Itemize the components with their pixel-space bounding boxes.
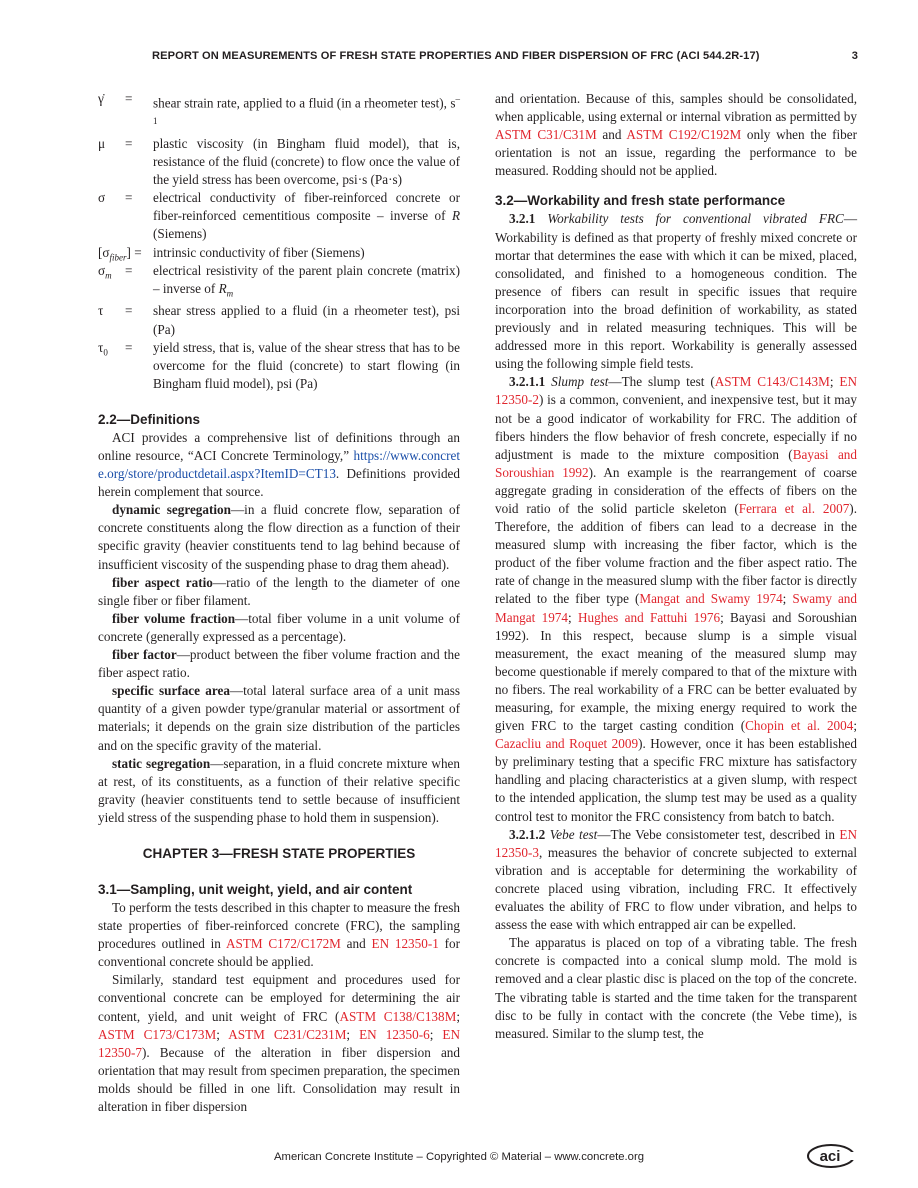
definition-item <box>98 646 460 682</box>
paragraph-3-2-1-2-b: The apparatus is placed on top of a vibrating table. The fresh concrete is compacted into a conical slump mold. The mold is removed and a clear plastic disc is placed on the top of the concrete. The vibrating table is started and the time taken for the transparent disc to be fully in contact with the concrete (the Vebe time), is measured. Similar to the slump test, the <box>495 935 857 1041</box>
ref-link[interactable]: EN 12350-3 <box>495 826 857 860</box>
terminology-link[interactable]: https://www.concrete.org/store/productdetail.aspx?ItemID=CT13 <box>98 448 460 482</box>
definition-term: fiber volume fraction <box>112 610 236 626</box>
nom-symbol-base: σ <box>98 262 106 278</box>
text-run: ). However, once it has been established by preliminary testing that a specific FRC mixture has satisfactory handling and placing characteristics at a given slump, with respect to the intended application, the slump test may be used as a quality control test to monitor the FRC consistency from batch to batch. <box>495 736 857 824</box>
definition-text: —separation, in a fluid concrete mixture when at rest, of its constituents, as a function of their relative specific gravity (heavier constituents tend to settle because of insufficient yield stress of the suspending phase to hold them in suspension). <box>98 755 460 825</box>
nom-var: R <box>218 280 227 296</box>
text-run: ) is a common, convenient, and inexpensive test, but it may not be a good indicator of workability for FRC. The addition of fibers hinders the flow behavior of fresh concrete, especially if no adjustment is made to the mixture composition ( <box>495 392 857 462</box>
definition-text: —total lateral surface area of a unit mass quantity of a given powder type/granular material or assortment of materials; it depends on the grain size distribution of the particles and on the specific gravity of the material. <box>98 683 460 753</box>
nom-sup: –1 <box>153 94 460 127</box>
definition-item <box>98 682 460 754</box>
paragraph-3-1-c <box>495 90 857 180</box>
nom-text: electrical conductivity of fiber-reinforced concrete or fiber-reinforced cementitious composite – inverse of <box>153 190 460 224</box>
nom-symbol: μ <box>98 135 106 151</box>
section-heading-3-2: 3.2—Workability and fresh state performance <box>495 193 786 209</box>
subsection-title: Vebe test <box>549 826 598 842</box>
ref-link[interactable]: Hughes and Fattuhi 1976 <box>578 609 721 625</box>
nomenclature-item <box>98 262 460 303</box>
definition-term: fiber aspect ratio <box>112 574 213 590</box>
text-run: ; <box>782 591 793 607</box>
nom-equals: = <box>125 190 133 206</box>
nom-text: yield stress, that is, value of the shear stress that has to be overcome for the fluid (concrete) to start flowing (in Bingham fluid model), psi (Pa) <box>153 339 460 391</box>
chapter-title: CHAPTER 3—FRESH STATE PROPERTIES <box>142 845 416 861</box>
ref-link[interactable]: ASTM C138/C138M <box>339 1008 457 1024</box>
definition-term: specific surface area <box>112 683 230 699</box>
text-run: ; <box>853 718 857 734</box>
subsection-title: Slump test <box>551 374 609 390</box>
nom-symbol-sub: fiber <box>109 252 127 263</box>
section-heading-3-1: 3.1—Sampling, unit weight, yield, and air content <box>98 881 413 897</box>
nom-equals: = <box>125 339 133 355</box>
definition-item <box>98 501 460 573</box>
nomenclature-item <box>98 302 460 338</box>
definition-text: —in a fluid concrete flow, separation of concrete constituents along the flow direction as a function of their specific gravity (heavier constituents tend to lag behind because of insufficient viscosity of the suspending phase to drag them ahead). <box>98 502 461 572</box>
text-run: —The Vebe consistometer test, described in <box>597 826 840 842</box>
nom-symbol <box>98 339 108 362</box>
text-run: and <box>340 936 372 952</box>
nom-symbol-sub: m <box>105 270 112 281</box>
text-run: ; <box>456 1008 460 1024</box>
paragraph-3-1-a <box>98 899 460 971</box>
text-run: and <box>596 127 627 143</box>
text-run: , measures the behavior of concrete subjected to external vibration and is acceptable for determining the workability of concrete placed using vibration, including FRC. It effectively evaluates the ability of FRC to flow under vibration, and helps to assess the ease with which entrapped air can be expelled. <box>495 844 857 933</box>
nom-text: shear strain rate, applied to a fluid (in a rheometer test), s <box>153 95 456 111</box>
logo-text: aci <box>819 1148 841 1165</box>
text-run: ). An example is the rearrangement of coarse aggregate grading in consideration of the effects of fibers on the void ratio of the solid particle skeleton ( <box>495 464 857 516</box>
nomenclature-item <box>98 135 460 189</box>
header-title: REPORT ON MEASUREMENTS OF FRESH STATE PROPERTIES AND FIBER DISPERSION OF FRC (ACI 544.2R-17) <box>152 50 760 62</box>
nom-symbol: σ <box>98 190 106 206</box>
text-run: —The slump test ( <box>608 374 715 390</box>
right-column <box>495 90 857 1043</box>
ref-link[interactable]: ASTM C31/C31M <box>495 127 597 143</box>
nom-symbol: γ̇ <box>98 91 104 106</box>
nomenclature-item <box>98 339 460 393</box>
nomenclature-item <box>98 90 460 135</box>
text-run: ; <box>829 374 840 390</box>
ref-link[interactable]: ASTM C192/C192M <box>626 127 742 143</box>
nom-text: shear stress applied to a fluid (in a rheometer test), psi (Pa) <box>153 303 460 337</box>
definition-item <box>98 755 460 827</box>
nomenclature-item <box>98 189 460 243</box>
definitions-intro <box>98 429 460 501</box>
nomenclature-list <box>98 90 460 393</box>
left-column <box>98 90 460 1116</box>
text-run: ). Because of the alteration in fiber dispersion and orientation that may result from specimen preparation, the specimen molds should be filled in one lift. Consolidation may result in alteration in fiber dispersion <box>98 1044 460 1115</box>
nom-text: plastic viscosity (in Bingham fluid model), that is, resistance of the fluid (concrete) to flow once the value of the yield stress has been overcome, psi·s (Pa·s) <box>153 135 460 188</box>
text-run: only when the fiber orientation is not an issue, regarding the performance to be measured. Rodding should not be applied. <box>495 127 858 179</box>
paragraph-3-2-1-2 <box>495 826 857 935</box>
ref-link[interactable]: ASTM C143/C143M <box>714 374 830 390</box>
aci-logo-icon <box>806 1143 856 1169</box>
intro-text: ACI provides a comprehensive list of definitions through an online resource, “ACI Concrete Terminology,” <box>98 429 460 464</box>
nom-symbol-sub: 0 <box>103 347 108 358</box>
intro-text: . Definitions provided herein complement that source. <box>98 466 460 500</box>
text-run: ; <box>216 1026 229 1042</box>
ref-link[interactable]: Swamy and Mangat 1974 <box>495 591 857 625</box>
paragraph-3-1-b <box>98 971 460 1116</box>
text-run: ; <box>429 1026 443 1042</box>
definition-item <box>98 610 460 646</box>
nom-symbol-base: [σ <box>98 244 110 260</box>
ref-link[interactable]: Mangat and Swamy 1974 <box>639 591 783 607</box>
footer-copyright: American Concrete Institute – Copyrighted © Material – www.concrete.org <box>274 1151 644 1163</box>
definition-term: static segregation <box>112 755 211 771</box>
text-run: —Workability is defined as that property of freshly mixed concrete or mortar that determines the ease with which it can be mixed, placed, consolidated, and finished to a homogeneous condition. The presence of fibers can result in specific issues that require incorporation into the broad definition of workability, as stated previously and in related measuring techniques. This will be addressed more in this report. Workability is generally assessed using the following simple field tests. <box>495 211 858 372</box>
subsection-number: 3.2.1.2 <box>509 826 546 842</box>
nom-var: R <box>451 208 460 224</box>
paragraph-3-2-1-1 <box>495 373 857 825</box>
ref-link[interactable]: Cazacliu and Roquet 2009 <box>495 736 639 752</box>
section-heading-definitions: 2.2—Definitions <box>98 411 201 427</box>
ref-link[interactable]: Chopin et al. 2004 <box>745 718 854 734</box>
text-run: ; <box>346 1026 360 1042</box>
text-run: ). Therefore, the addition of fibers can lead to a decrease in the measured slump with increasing the fiber factor, which is the product of the fiber volume fraction and the fiber aspect ratio. The rate of change in the measured slump with the fiber factor is directly related to the fiber type ( <box>495 500 857 607</box>
definition-text: —ratio of the length to the diameter of one single fiber or fiber filament. <box>98 574 460 608</box>
text-run: ; <box>568 609 578 625</box>
definition-item <box>98 574 460 610</box>
text-run: for conventional concrete should be applied. <box>98 936 460 970</box>
nom-equals: = <box>125 303 133 319</box>
ref-link[interactable]: ASTM C231/C231M <box>228 1026 347 1042</box>
ref-link[interactable]: Bayasi and Soroushian 1992 <box>495 446 857 480</box>
nom-var-sub: m <box>226 288 234 299</box>
nom-text: (Siemens) <box>153 226 207 242</box>
subsection-title: Workability tests for conventional vibrated FRC <box>547 211 844 227</box>
ref-link[interactable]: EN 12350-6 <box>359 1026 430 1042</box>
definition-term: fiber factor <box>112 647 177 663</box>
running-header <box>152 50 858 62</box>
ref-link[interactable]: EN 12350-1 <box>371 936 439 952</box>
text-run: ; Bayasi and Soroushian 1992). In this respect, because slump is a simple visual measurement, the exact meaning of the measured slump may become questionable if merely compared to that of the mixture with no fibers. The real workability of a FRC can be better evaluated by measuring, for example, the mixing energy required to work the given FRC to the target casting condition ( <box>495 609 857 734</box>
definition-text: —product between the fiber volume fraction and the fiber aspect ratio. <box>98 647 460 681</box>
nomenclature-item <box>98 244 460 262</box>
ref-link[interactable]: ASTM C173/C173M <box>98 1026 217 1042</box>
definition-text: —total fiber volume in a unit volume of concrete (generally expressed as a percentage). <box>98 610 460 644</box>
nom-symbol-end: ] = <box>126 244 142 260</box>
nom-equals: = <box>125 91 133 106</box>
nom-equals: = <box>125 262 133 278</box>
ref-link[interactable]: ASTM C172/C172M <box>225 936 341 952</box>
nom-symbol-base: τ <box>98 339 104 355</box>
subsection-number: 3.2.1.1 <box>509 374 546 390</box>
ref-link[interactable]: Ferrara et al. 2007 <box>738 500 850 516</box>
text-run: Similarly, standard test equipment and procedures used for conventional concrete can be employed for determining the air content, yield, and unit weight of FRC ( <box>98 972 460 1024</box>
nom-symbol <box>98 262 112 285</box>
paragraph-3-2-1 <box>495 210 857 373</box>
ref-link[interactable]: EN 12350-2 <box>495 374 857 408</box>
nom-text: electrical resistivity of the parent plain concrete (matrix) – inverse of <box>153 262 460 296</box>
definition-term: dynamic segregation <box>112 502 231 518</box>
page-number: 3 <box>851 50 858 62</box>
text-run: To perform the tests described in this chapter to measure the fresh state properties of fiber-reinforced concrete (FRC), the sampling procedures outlined in <box>98 899 460 952</box>
text-run: and orientation. Because of this, samples should be consolidated, when applicable, using external or internal vibration as permitted by <box>495 91 857 125</box>
nom-text: intrinsic conductivity of fiber (Siemens) <box>153 244 365 260</box>
subsection-number: 3.2.1 <box>509 211 536 227</box>
ref-link[interactable]: EN 12350-7 <box>98 1026 460 1060</box>
nom-symbol: τ <box>98 303 104 319</box>
nom-equals: = <box>125 135 133 151</box>
